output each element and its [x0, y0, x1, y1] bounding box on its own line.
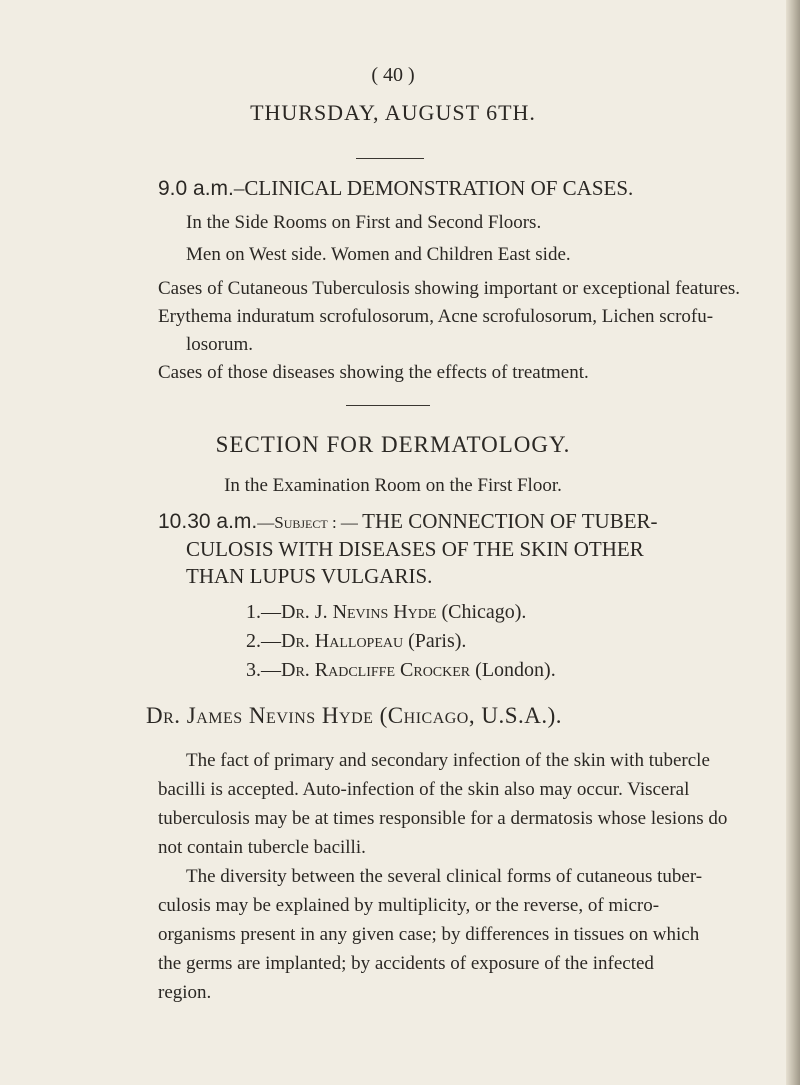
session2-time: 10.30 a.m.: [158, 510, 258, 533]
subject-line: CULOSIS WITH DISEASES OF THE SKIN OTHER: [186, 537, 644, 561]
speaker-item: 3.—Dr. Radcliffe Crocker (London).: [246, 659, 556, 681]
paper-line: The fact of primary and secondary infection of the skin with tubercle: [186, 750, 710, 771]
paper-line: the germs are implanted; by accidents of exposure of the infected: [158, 953, 654, 974]
speaker-item: 2.—Dr. Hallopeau (Paris).: [246, 630, 467, 652]
paper-line: tuberculosis may be at times responsible for a dermatosis whose lesions do: [158, 808, 728, 829]
page-number: ( 40 ): [371, 64, 415, 86]
session1-line: In the Side Rooms on First and Second Floors.: [186, 212, 542, 233]
paper-line: region.: [158, 982, 212, 1003]
paper-line: organisms present in any given case; by differences in tissues on which: [158, 924, 700, 945]
paper-line: culosis may be explained by multiplicity, or the reverse, of micro-: [158, 895, 660, 916]
paper-line: The diversity between the several clinical forms of cutaneous tuber-: [186, 866, 703, 887]
day-heading: THURSDAY, AUGUST 6TH.: [250, 100, 536, 125]
paper-line: bacilli is accepted. Auto-infection of the skin also may occur. Visceral: [158, 779, 690, 800]
divider-rule: [356, 158, 424, 159]
subject-line: THAN LUPUS VULGARIS.: [186, 564, 433, 588]
session1-line: Cases of those diseases showing the effects of treatment.: [158, 362, 589, 383]
section-heading: SECTION FOR DERMATOLOGY.: [215, 432, 571, 457]
speaker-item: 1.—Dr. J. Nevins Hyde (Chicago).: [246, 601, 527, 623]
paper-heading: Dr. James Nevins Hyde (Chicago, U.S.A.).: [146, 703, 563, 728]
session1-time: 9.0 a.m.: [158, 177, 234, 200]
paper-line: not contain tubercle bacilli.: [158, 837, 366, 858]
session1-title: –CLINICAL DEMONSTRATION OF CASES.: [233, 176, 634, 200]
session1-line: losorum.: [186, 334, 254, 355]
session1-line: Cases of Cutaneous Tuberculosis showing important or exceptional features.: [158, 278, 741, 299]
divider-rule: [346, 405, 430, 406]
page-edge-shadow: [786, 0, 800, 1085]
session1-line: Men on West side. Women and Children East side.: [186, 244, 571, 265]
subject-label: —Subject : —: [257, 513, 363, 532]
section-location: In the Examination Room on the First Floor.: [224, 475, 562, 496]
subject-line: THE CONNECTION OF TUBER-: [362, 509, 658, 533]
session1-heading: [158, 176, 633, 201]
session1-line: Erythema induratum scrofulosorum, Acne scrofulosorum, Lichen scrofu-: [158, 306, 714, 327]
session2-heading: [158, 509, 658, 534]
